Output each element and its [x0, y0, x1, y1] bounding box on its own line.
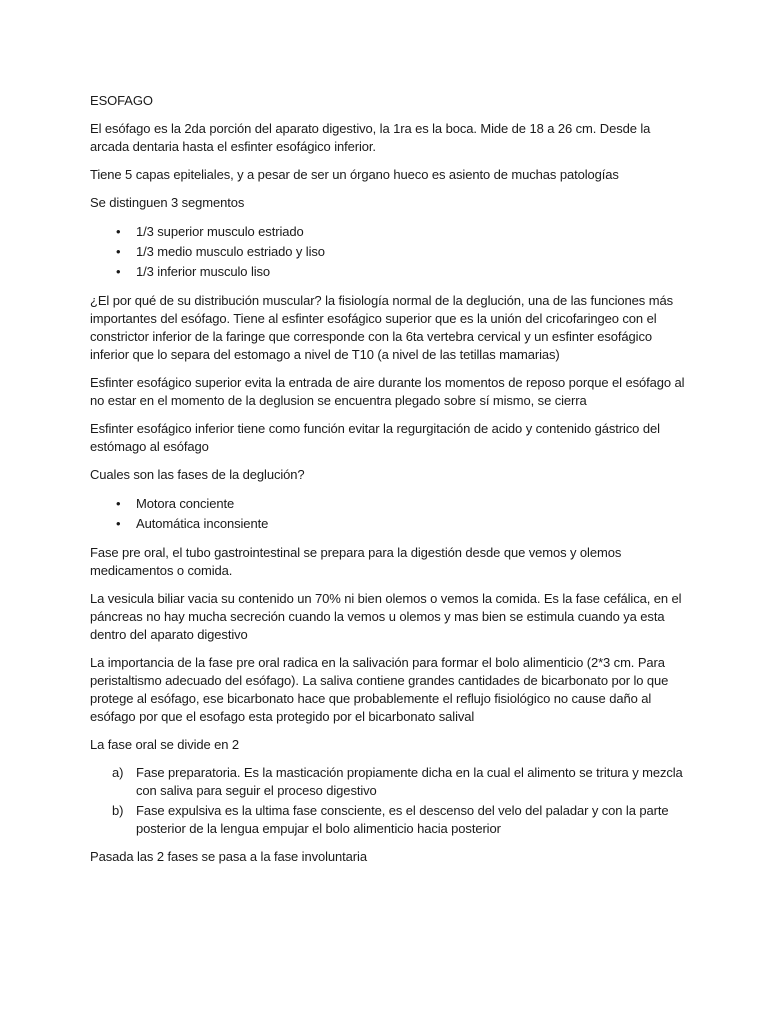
list-item: • 1/3 medio musculo estriado y liso — [90, 242, 690, 262]
paragraph-lower-sphincter: Esfinter esofágico inferior tiene como función evitar la regurgitación de acido y contenido gástrico del estómago al esófago — [90, 421, 660, 454]
document-title: ESOFAGO — [90, 93, 153, 108]
phases-list — [90, 494, 690, 534]
paragraph-intro: El esófago es la 2da porción del aparato digestivo, la 1ra es la boca. Mide de 18 a 26 cm. Desde la arcada dentaria hasta el esfinter esofágico inferior. — [90, 121, 651, 154]
paragraph-salivation: La importancia de la fase pre oral radica en la salivación para formar el bolo alimenticio (2*3 cm. Para peristaltismo adecuado del esófago). La saliva contiene grandes cantidades de bicarbonato por lo que protege al esófago, ese bicarbonato hace que probablemente el reflujo fisiológico no cause daño al esófago por que el esofago esta protegido por el bicarbonato salival — [90, 655, 669, 724]
paragraph-muscle-distribution: ¿El por qué de su distribución muscular? la fisiología normal de la deglución, una de las funciones más importantes del esófago. Tiene al esfinter esofágico superior que es la unión del cricofaringeo con el constrictor inferior de la faringe que corresponde con la 6ta vertebra cervical y un esfinter esofágico inferior que lo separa del estomago a nivel de T10 (a nivel de las tetillas mamarias) — [90, 293, 673, 362]
paragraph-pre-oral: Fase pre oral, el tubo gastrointestinal se prepara para la digestión desde que vemos y olemos medicamentos o comida. — [90, 545, 622, 578]
paragraph-involuntary: Pasada las 2 fases se pasa a la fase involuntaria — [90, 849, 367, 864]
list-item: • 1/3 inferior musculo liso — [90, 262, 690, 282]
paragraph-upper-sphincter: Esfinter esofágico superior evita la entrada de aire durante los momentos de reposo porque el esófago al no estar en el momento de la deglusion se encuentra plegado sobre sí mismo, se cierra — [90, 375, 685, 408]
bullet-icon: • — [116, 264, 121, 279]
bullet-icon: • — [116, 224, 121, 239]
paragraph-oral-phase: La fase oral se divide en 2 — [90, 737, 240, 752]
list-item: • Motora conciente — [90, 494, 690, 514]
paragraph-layers: Tiene 5 capas epiteliales, y a pesar de ser un órgano hueco es asiento de muchas patologías — [90, 167, 619, 182]
list-item: • 1/3 superior musculo estriado — [90, 222, 690, 242]
paragraph-segments-intro: Se distinguen 3 segmentos — [90, 195, 245, 210]
segments-list — [90, 222, 690, 282]
bullet-icon: • — [116, 516, 121, 531]
list-item: b) Fase expulsiva es la ultima fase consciente, es el descenso del velo del paladar y con la parte posterior de la lengua empujar el bolo alimenticio hacia posterior — [112, 803, 669, 836]
list-item: • Automática inconsiente — [90, 514, 690, 534]
document-page — [90, 92, 690, 876]
oral-phases-list — [90, 764, 690, 838]
bullet-icon: • — [116, 244, 121, 259]
paragraph-gallbladder: La vesicula biliar vacia su contenido un 70% ni bien olemos o vemos la comida. Es la fase cefálica, en el páncreas no hay mucha secreción cuando la vemos u olemos y mas bien se estimula cuando ya esta dentro del aparato digestivo — [90, 591, 682, 642]
bullet-icon: • — [116, 496, 121, 511]
paragraph-phases-question: Cuales son las fases de la deglución? — [90, 467, 305, 482]
list-item: a) Fase preparatoria. Es la masticación propiamente dicha en la cual el alimento se tritura y mezcla con saliva para seguir el proceso digestivo — [112, 765, 683, 798]
